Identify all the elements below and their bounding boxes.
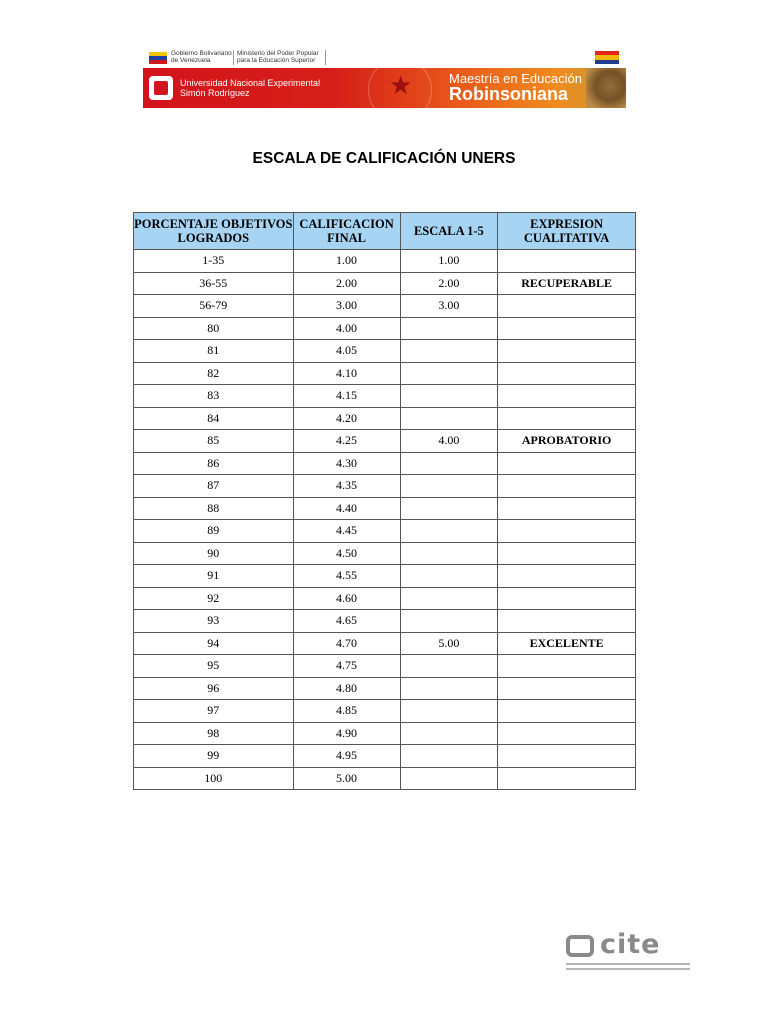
cell-final-grade: 4.70: [293, 632, 400, 655]
table-row: [134, 767, 636, 790]
cell-final-grade: 4.80: [293, 677, 400, 700]
cell-qualitative: [498, 587, 636, 610]
table-row: [134, 655, 636, 678]
government-header-strip: [143, 46, 626, 68]
cite-mark-icon: [566, 935, 594, 957]
table-row: [134, 722, 636, 745]
table-row: [134, 362, 636, 385]
cell-percentage: 82: [134, 362, 294, 385]
cell-percentage: 97: [134, 700, 294, 723]
table-row: [134, 295, 636, 318]
cell-qualitative: [498, 317, 636, 340]
table-row: [134, 542, 636, 565]
cell-final-grade: 1.00: [293, 250, 400, 273]
cite-logo-text: cite: [600, 929, 661, 960]
cell-qualitative: [498, 362, 636, 385]
cell-final-grade: 4.20: [293, 407, 400, 430]
program-banner: [143, 68, 626, 108]
table-row: [134, 565, 636, 588]
table-row: [134, 340, 636, 363]
cell-final-grade: 4.95: [293, 745, 400, 768]
cell-final-grade: 4.85: [293, 700, 400, 723]
cell-final-grade: 4.55: [293, 565, 400, 588]
ministry-name: Ministerio del Poder Popular para la Educación Superior: [237, 50, 319, 64]
table-row: [134, 700, 636, 723]
cell-final-grade: 4.00: [293, 317, 400, 340]
cell-percentage: 99: [134, 745, 294, 768]
cell-qualitative: [498, 767, 636, 790]
cell-scale: 3.00: [400, 295, 498, 318]
cell-qualitative: [498, 745, 636, 768]
cell-qualitative: [498, 677, 636, 700]
cell-percentage: 85: [134, 430, 294, 453]
cell-percentage: 1-35: [134, 250, 294, 273]
cell-qualitative: [498, 722, 636, 745]
cell-percentage: 89: [134, 520, 294, 543]
cell-qualitative: [498, 565, 636, 588]
cell-final-grade: 4.25: [293, 430, 400, 453]
cell-percentage: 94: [134, 632, 294, 655]
cell-scale: [400, 767, 498, 790]
cell-percentage: 80: [134, 317, 294, 340]
cell-final-grade: 4.10: [293, 362, 400, 385]
cell-qualitative: APROBATORIO: [498, 430, 636, 453]
cell-qualitative: [498, 497, 636, 520]
program-name-line2: Robinsoniana: [449, 84, 569, 104]
cell-final-grade: 4.35: [293, 475, 400, 498]
cell-scale: [400, 722, 498, 745]
table-row: [134, 497, 636, 520]
cell-percentage: 81: [134, 340, 294, 363]
table-row: [134, 317, 636, 340]
page-title: ESCALA DE CALIFICACIÓN UNERS: [252, 150, 516, 167]
venezuela-flag-icon: [149, 52, 167, 64]
cell-qualitative: [498, 655, 636, 678]
table-row: [134, 407, 636, 430]
table-row: [134, 520, 636, 543]
cell-scale: [400, 587, 498, 610]
cell-percentage: 92: [134, 587, 294, 610]
cell-scale: [400, 340, 498, 363]
star-icon: ★: [389, 71, 413, 100]
unesr-logo-icon: [149, 76, 173, 100]
table-header-row: [134, 213, 636, 250]
table-row: [134, 272, 636, 295]
cell-percentage: 91: [134, 565, 294, 588]
cell-scale: 2.00: [400, 272, 498, 295]
cell-percentage: 98: [134, 722, 294, 745]
cell-scale: [400, 497, 498, 520]
cell-percentage: 88: [134, 497, 294, 520]
cite-logo: [566, 929, 692, 975]
cell-final-grade: 4.15: [293, 385, 400, 408]
cell-scale: [400, 565, 498, 588]
cell-qualitative: EXCELENTE: [498, 632, 636, 655]
table-row: [134, 430, 636, 453]
cell-final-grade: 4.45: [293, 520, 400, 543]
program-name-line1: Maestría en Educación: [449, 71, 582, 86]
cell-percentage: 100: [134, 767, 294, 790]
portrait-image: [586, 68, 626, 108]
cell-qualitative: [498, 250, 636, 273]
cell-qualitative: RECUPERABLE: [498, 272, 636, 295]
column-header-percentage: PORCENTAJE OBJETIVOS LOGRADOS: [134, 213, 294, 250]
cell-qualitative: [498, 520, 636, 543]
table-body: [134, 250, 636, 790]
cell-qualitative: [498, 475, 636, 498]
cell-scale: [400, 407, 498, 430]
cell-scale: [400, 475, 498, 498]
cell-qualitative: [498, 452, 636, 475]
table-row: [134, 632, 636, 655]
cell-final-grade: 3.00: [293, 295, 400, 318]
cell-percentage: 86: [134, 452, 294, 475]
cell-qualitative: [498, 407, 636, 430]
cell-qualitative: [498, 385, 636, 408]
cell-qualitative: [498, 610, 636, 633]
cell-scale: [400, 362, 498, 385]
grading-scale-table: [133, 212, 636, 790]
cell-percentage: 36-55: [134, 272, 294, 295]
cell-final-grade: 2.00: [293, 272, 400, 295]
cell-percentage: 93: [134, 610, 294, 633]
cell-scale: 4.00: [400, 430, 498, 453]
cell-percentage: 83: [134, 385, 294, 408]
government-name: Gobierno Bolivariano de Venezuela: [171, 50, 232, 64]
cell-scale: [400, 610, 498, 633]
column-header-final-grade: CALIFICACION FINAL: [293, 213, 400, 250]
cell-qualitative: [498, 340, 636, 363]
cell-final-grade: 4.65: [293, 610, 400, 633]
cell-qualitative: [498, 700, 636, 723]
cell-scale: 5.00: [400, 632, 498, 655]
cell-final-grade: 4.60: [293, 587, 400, 610]
cell-final-grade: 5.00: [293, 767, 400, 790]
cell-final-grade: 4.75: [293, 655, 400, 678]
table-row: [134, 677, 636, 700]
table-row: [134, 385, 636, 408]
cell-qualitative: [498, 295, 636, 318]
cell-scale: [400, 745, 498, 768]
cell-percentage: 84: [134, 407, 294, 430]
cell-scale: [400, 655, 498, 678]
column-header-scale: ESCALA 1-5: [400, 213, 498, 250]
institution-name: Universidad Nacional Experimental Simón Rodríguez: [180, 78, 321, 98]
cell-percentage: 95: [134, 655, 294, 678]
cell-qualitative: [498, 542, 636, 565]
cell-percentage: 87: [134, 475, 294, 498]
cell-percentage: 96: [134, 677, 294, 700]
cell-final-grade: 4.30: [293, 452, 400, 475]
cell-final-grade: 4.05: [293, 340, 400, 363]
cell-scale: [400, 677, 498, 700]
cell-final-grade: 4.50: [293, 542, 400, 565]
cell-percentage: 56-79: [134, 295, 294, 318]
table-row: [134, 587, 636, 610]
cell-scale: 1.00: [400, 250, 498, 273]
table-row: [134, 452, 636, 475]
table-row: [134, 250, 636, 273]
cell-scale: [400, 385, 498, 408]
table-row: [134, 475, 636, 498]
cell-scale: [400, 452, 498, 475]
cell-final-grade: 4.90: [293, 722, 400, 745]
cell-scale: [400, 520, 498, 543]
column-header-qualitative: EXPRESION CUALITATIVA: [498, 213, 636, 250]
cell-final-grade: 4.40: [293, 497, 400, 520]
cell-scale: [400, 700, 498, 723]
cell-percentage: 90: [134, 542, 294, 565]
cell-scale: [400, 542, 498, 565]
table-row: [134, 610, 636, 633]
institution-logo-icon: [595, 51, 619, 64]
cell-scale: [400, 317, 498, 340]
table-row: [134, 745, 636, 768]
